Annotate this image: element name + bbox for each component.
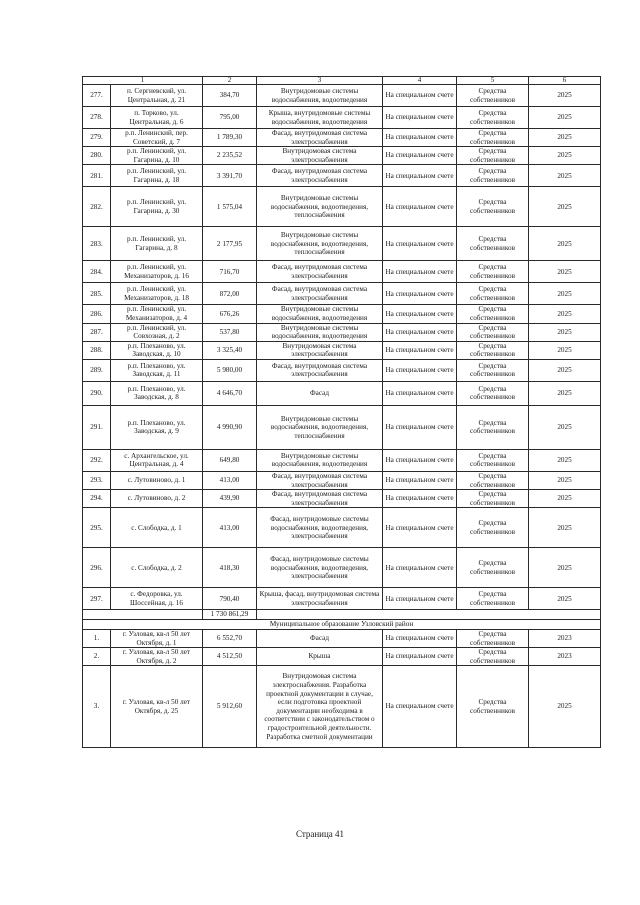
row-number: 281. bbox=[83, 165, 111, 187]
address-cell: р.п. Ленинский, ул. Механизаторов, д. 4 bbox=[111, 305, 203, 323]
works-cell: Внутридомовые системы водоснабжения, водоотведения bbox=[257, 305, 383, 323]
row-number: 277. bbox=[83, 85, 111, 107]
page-number: Страница 41 bbox=[295, 829, 345, 839]
row-number: 293. bbox=[83, 471, 111, 489]
total-area-cell: 1 730 861,29 bbox=[203, 610, 257, 620]
funding-source-cell: Средства собственников bbox=[457, 129, 529, 147]
year-cell: 2025 bbox=[529, 359, 601, 381]
method-cell: На специальном счете bbox=[383, 666, 457, 748]
address-cell: р.п. Ленинский, ул. Гагарина, д. 18 bbox=[111, 165, 203, 187]
row-number: 295. bbox=[83, 508, 111, 548]
table-row bbox=[83, 648, 601, 666]
method-cell: На специальном счете bbox=[383, 359, 457, 381]
address-cell: р.п. Плеханово, ул. Заводская, д. 10 bbox=[111, 341, 203, 359]
area-cell: 413,00 bbox=[203, 508, 257, 548]
total-empty-cell bbox=[83, 610, 203, 620]
funding-source-cell: Средства собственников bbox=[457, 187, 529, 227]
method-cell: На специальном счете bbox=[383, 323, 457, 341]
area-cell: 2 177,95 bbox=[203, 227, 257, 261]
method-cell: На специальном счете bbox=[383, 588, 457, 610]
works-cell: Фасад, внутридомовая система электроснабжения bbox=[257, 490, 383, 508]
area-cell: 649,80 bbox=[203, 449, 257, 471]
funding-source-cell: Средства собственников bbox=[457, 588, 529, 610]
address-cell: г. Узловая, кв-л 50 лет Октября, д. 2 bbox=[111, 648, 203, 666]
row-number: 289. bbox=[83, 359, 111, 381]
area-cell: 4 512,50 bbox=[203, 648, 257, 666]
row-number: 282. bbox=[83, 187, 111, 227]
funding-source-cell: Средства собственников bbox=[457, 147, 529, 165]
address-cell: с. Федоровка, ул. Шоссейная, д. 16 bbox=[111, 588, 203, 610]
table-row bbox=[83, 85, 601, 107]
row-number: 297. bbox=[83, 588, 111, 610]
funding-source-cell: Средства собственников bbox=[457, 405, 529, 449]
area-cell: 418,30 bbox=[203, 548, 257, 588]
year-cell: 2025 bbox=[529, 283, 601, 305]
header-col-4: 4 bbox=[383, 77, 457, 85]
works-cell: Фасад, внутридомовая система электроснабжения bbox=[257, 359, 383, 381]
funding-source-cell: Средства собственников bbox=[457, 508, 529, 548]
capital-repair-table bbox=[82, 76, 601, 748]
header-col-6: 6 bbox=[529, 77, 601, 85]
address-cell: с. Лутовиново, д. 2 bbox=[111, 490, 203, 508]
year-cell: 2025 bbox=[529, 147, 601, 165]
method-cell: На специальном счете bbox=[383, 107, 457, 129]
address-cell: г. Узловая, кв-л 50 лет Октября, д. 1 bbox=[111, 629, 203, 647]
area-cell: 4 990,90 bbox=[203, 405, 257, 449]
area-cell: 2 235,52 bbox=[203, 147, 257, 165]
works-cell: Внутридомовые системы водоснабжения, водоотведения, теплоснабжения bbox=[257, 187, 383, 227]
table-row bbox=[83, 261, 601, 283]
table-row bbox=[83, 359, 601, 381]
area-cell: 3 391,70 bbox=[203, 165, 257, 187]
area-cell: 6 552,70 bbox=[203, 629, 257, 647]
header-col-5: 5 bbox=[457, 77, 529, 85]
works-cell: Крыша, внутридомовые системы водоснабжения, водоотведения bbox=[257, 107, 383, 129]
area-cell: 5 980,00 bbox=[203, 359, 257, 381]
year-cell: 2025 bbox=[529, 471, 601, 489]
year-cell: 2025 bbox=[529, 381, 601, 405]
year-cell: 2025 bbox=[529, 85, 601, 107]
address-cell: с. Слободка, д. 2 bbox=[111, 548, 203, 588]
method-cell: На специальном счете bbox=[383, 305, 457, 323]
table-row bbox=[83, 629, 601, 647]
method-cell: На специальном счете bbox=[383, 85, 457, 107]
method-cell: На специальном счете bbox=[383, 508, 457, 548]
works-cell: Фасад, внутридомовые системы водоснабжения, водоотведения, электроснабжения bbox=[257, 548, 383, 588]
method-cell: На специальном счете bbox=[383, 165, 457, 187]
funding-source-cell: Средства собственников bbox=[457, 629, 529, 647]
year-cell: 2025 bbox=[529, 490, 601, 508]
row-number: 1. bbox=[83, 629, 111, 647]
year-cell: 2023 bbox=[529, 629, 601, 647]
row-number: 278. bbox=[83, 107, 111, 129]
table-row bbox=[83, 323, 601, 341]
works-cell: Фасад bbox=[257, 381, 383, 405]
address-cell: р.п. Ленинский, ул. Совхозная, д. 2 bbox=[111, 323, 203, 341]
funding-source-cell: Средства собственников bbox=[457, 359, 529, 381]
header-col-3: 3 bbox=[257, 77, 383, 85]
row-number: 2. bbox=[83, 648, 111, 666]
works-cell: Фасад, внутридомовая система электроснабжения bbox=[257, 129, 383, 147]
works-cell: Внутридомовые системы водоснабжения, водоотведения bbox=[257, 449, 383, 471]
area-cell: 872,00 bbox=[203, 283, 257, 305]
table-row bbox=[83, 548, 601, 588]
total-row bbox=[83, 610, 601, 620]
year-cell: 2025 bbox=[529, 405, 601, 449]
table-row bbox=[83, 129, 601, 147]
area-cell: 716,70 bbox=[203, 261, 257, 283]
table-row bbox=[83, 227, 601, 261]
address-cell: р.п. Ленинский, ул. Механизаторов, д. 16 bbox=[111, 261, 203, 283]
table-row bbox=[83, 666, 601, 748]
method-cell: На специальном счете bbox=[383, 129, 457, 147]
method-cell: На специальном счете bbox=[383, 629, 457, 647]
funding-source-cell: Средства собственников bbox=[457, 449, 529, 471]
method-cell: На специальном счете bbox=[383, 147, 457, 165]
row-number: 285. bbox=[83, 283, 111, 305]
area-cell: 1 789,30 bbox=[203, 129, 257, 147]
method-cell: На специальном счете bbox=[383, 261, 457, 283]
works-cell: Крыша bbox=[257, 648, 383, 666]
table-row bbox=[83, 187, 601, 227]
funding-source-cell: Средства собственников bbox=[457, 381, 529, 405]
row-number: 290. bbox=[83, 381, 111, 405]
year-cell: 2025 bbox=[529, 548, 601, 588]
total-empty-cell bbox=[257, 610, 601, 620]
works-cell: Фасад, внутридомовая система электроснабжения bbox=[257, 471, 383, 489]
year-cell: 2025 bbox=[529, 323, 601, 341]
year-cell: 2025 bbox=[529, 449, 601, 471]
area-cell: 384,70 bbox=[203, 85, 257, 107]
row-number: 279. bbox=[83, 129, 111, 147]
area-cell: 5 912,60 bbox=[203, 666, 257, 748]
address-cell: р.п. Ленинский, пер. Советский, д. 7 bbox=[111, 129, 203, 147]
table-row bbox=[83, 588, 601, 610]
works-cell: Внутридомовая система электроснабжения bbox=[257, 147, 383, 165]
table-body bbox=[83, 77, 601, 748]
funding-source-cell: Средства собственников bbox=[457, 283, 529, 305]
row-number: 296. bbox=[83, 548, 111, 588]
funding-source-cell: Средства собственников bbox=[457, 323, 529, 341]
method-cell: На специальном счете bbox=[383, 471, 457, 489]
table-row bbox=[83, 305, 601, 323]
row-number: 283. bbox=[83, 227, 111, 261]
year-cell: 2025 bbox=[529, 227, 601, 261]
method-cell: На специальном счете bbox=[383, 548, 457, 588]
works-cell: Внутридомовая система электроснабжения bbox=[257, 341, 383, 359]
method-cell: На специальном счете bbox=[383, 283, 457, 305]
table-row bbox=[83, 381, 601, 405]
table-row bbox=[83, 490, 601, 508]
works-cell: Внутридомовые системы водоснабжения, водоотведения, теплоснабжения bbox=[257, 227, 383, 261]
table-row bbox=[83, 165, 601, 187]
works-cell: Фасад bbox=[257, 629, 383, 647]
address-cell: р.п. Ленинский, ул. Гагарина, д. 30 bbox=[111, 187, 203, 227]
header-col-1: 1 bbox=[83, 77, 203, 85]
address-cell: г. Узловая, кв-л 50 лет Октября, д. 25 bbox=[111, 666, 203, 748]
funding-source-cell: Средства собственников bbox=[457, 227, 529, 261]
address-cell: п. Торково, ул. Центральная, д. 6 bbox=[111, 107, 203, 129]
row-number: 3. bbox=[83, 666, 111, 748]
address-cell: с. Архангельское, ул. Центральная, д. 4 bbox=[111, 449, 203, 471]
funding-source-cell: Средства собственников bbox=[457, 305, 529, 323]
table-row bbox=[83, 449, 601, 471]
section-title: Муниципальное образование Узловский район bbox=[83, 619, 601, 629]
row-number: 286. bbox=[83, 305, 111, 323]
funding-source-cell: Средства собственников bbox=[457, 490, 529, 508]
year-cell: 2025 bbox=[529, 508, 601, 548]
funding-source-cell: Средства собственников bbox=[457, 165, 529, 187]
works-cell: Фасад, внутридомовая система электроснабжения bbox=[257, 165, 383, 187]
address-cell: р.п. Ленинский, ул. Гагарина, д. 8 bbox=[111, 227, 203, 261]
table-row bbox=[83, 471, 601, 489]
area-cell: 1 575,04 bbox=[203, 187, 257, 227]
method-cell: На специальном счете bbox=[383, 490, 457, 508]
works-cell: Крыша, фасад, внутридомовая система электроснабжения bbox=[257, 588, 383, 610]
row-number: 288. bbox=[83, 341, 111, 359]
table-row bbox=[83, 107, 601, 129]
works-cell: Внутридомовая система электроснабжения. Разработка проектной документации в случае, если подготовка проектной документации необходима в соответствии с законодательством о градостроительной деятельности. Разработка сметной документации bbox=[257, 666, 383, 748]
table-row bbox=[83, 283, 601, 305]
year-cell: 2025 bbox=[529, 165, 601, 187]
year-cell: 2025 bbox=[529, 666, 601, 748]
row-number: 292. bbox=[83, 449, 111, 471]
funding-source-cell: Средства собственников bbox=[457, 548, 529, 588]
method-cell: На специальном счете bbox=[383, 381, 457, 405]
method-cell: На специальном счете bbox=[383, 187, 457, 227]
year-cell: 2025 bbox=[529, 187, 601, 227]
year-cell: 2025 bbox=[529, 341, 601, 359]
address-cell: с. Лутовиново, д. 1 bbox=[111, 471, 203, 489]
funding-source-cell: Средства собственников bbox=[457, 666, 529, 748]
year-cell: 2025 bbox=[529, 129, 601, 147]
address-cell: р.п. Плеханово, ул. Заводская, д. 8 bbox=[111, 381, 203, 405]
address-cell: с. Слободка, д. 1 bbox=[111, 508, 203, 548]
row-number: 287. bbox=[83, 323, 111, 341]
area-cell: 676,26 bbox=[203, 305, 257, 323]
funding-source-cell: Средства собственников bbox=[457, 85, 529, 107]
table-row bbox=[83, 405, 601, 449]
funding-source-cell: Средства собственников bbox=[457, 261, 529, 283]
address-cell: п. Сергиевский, ул. Центральная, д. 21 bbox=[111, 85, 203, 107]
method-cell: На специальном счете bbox=[383, 449, 457, 471]
year-cell: 2025 bbox=[529, 107, 601, 129]
method-cell: На специальном счете bbox=[383, 227, 457, 261]
table-row bbox=[83, 508, 601, 548]
funding-source-cell: Средства собственников bbox=[457, 341, 529, 359]
address-cell: р.п. Плеханово, ул. Заводская, д. 11 bbox=[111, 359, 203, 381]
works-cell: Фасад, внутридомовая система электроснабжения bbox=[257, 283, 383, 305]
method-cell: На специальном счете bbox=[383, 341, 457, 359]
row-number: 280. bbox=[83, 147, 111, 165]
address-cell: р.п. Ленинский, ул. Механизаторов, д. 18 bbox=[111, 283, 203, 305]
area-cell: 790,40 bbox=[203, 588, 257, 610]
year-cell: 2025 bbox=[529, 305, 601, 323]
method-cell: На специальном счете bbox=[383, 648, 457, 666]
works-cell: Внутридомовые системы водоснабжения, водоотведения bbox=[257, 323, 383, 341]
works-cell: Фасад, внутридомовые системы водоснабжения, водоотведения, электроснабжения bbox=[257, 508, 383, 548]
section-row bbox=[83, 619, 601, 629]
works-cell: Внутридомовые системы водоснабжения, водоотведения, теплоснабжения bbox=[257, 405, 383, 449]
area-cell: 413,00 bbox=[203, 471, 257, 489]
works-cell: Фасад, внутридомовая система электроснабжения bbox=[257, 261, 383, 283]
year-cell: 2025 bbox=[529, 588, 601, 610]
year-cell: 2025 bbox=[529, 261, 601, 283]
area-cell: 795,00 bbox=[203, 107, 257, 129]
column-numbers-row bbox=[83, 77, 601, 85]
funding-source-cell: Средства собственников bbox=[457, 648, 529, 666]
row-number: 294. bbox=[83, 490, 111, 508]
area-cell: 3 325,40 bbox=[203, 341, 257, 359]
row-number: 291. bbox=[83, 405, 111, 449]
table-row bbox=[83, 341, 601, 359]
works-cell: Внутридомовые системы водоснабжения, водоотведения bbox=[257, 85, 383, 107]
area-cell: 439,90 bbox=[203, 490, 257, 508]
funding-source-cell: Средства собственников bbox=[457, 107, 529, 129]
row-number: 284. bbox=[83, 261, 111, 283]
header-col-2: 2 bbox=[203, 77, 257, 85]
funding-source-cell: Средства собственников bbox=[457, 471, 529, 489]
method-cell: На специальном счете bbox=[383, 405, 457, 449]
area-cell: 4 646,70 bbox=[203, 381, 257, 405]
address-cell: р.п. Плеханово, ул. Заводская, д. 9 bbox=[111, 405, 203, 449]
address-cell: р.п. Ленинский, ул. Гагарина, д. 10 bbox=[111, 147, 203, 165]
area-cell: 537,80 bbox=[203, 323, 257, 341]
table-row bbox=[83, 147, 601, 165]
year-cell: 2023 bbox=[529, 648, 601, 666]
